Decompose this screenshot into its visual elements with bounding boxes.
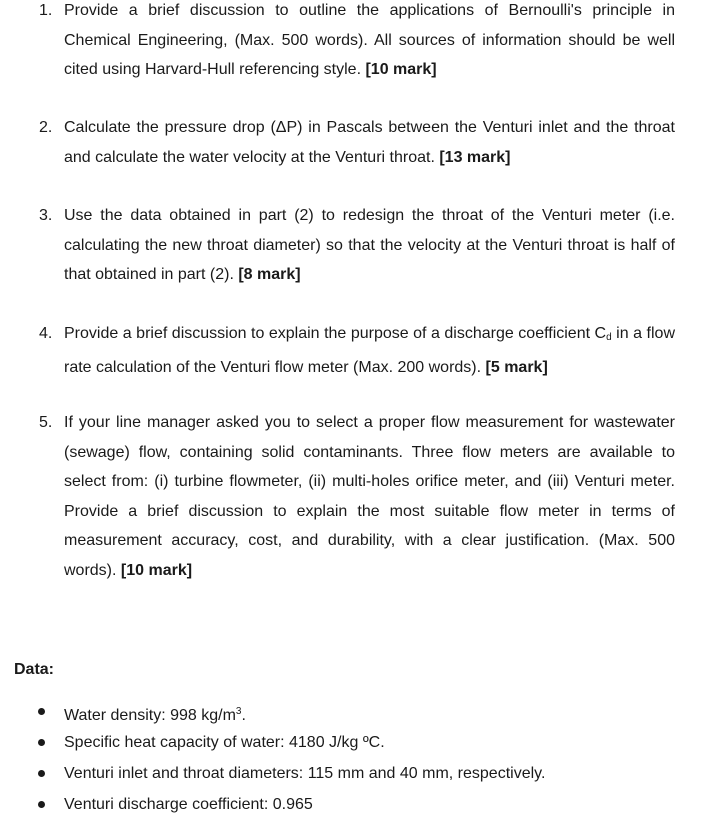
bullet-icon (38, 801, 45, 808)
question-mark: [5 mark] (485, 358, 548, 376)
question-mark: [13 mark] (439, 148, 511, 166)
subscript: d (606, 332, 612, 343)
question-5 (30, 408, 675, 585)
question-4 (30, 319, 675, 382)
question-number: 1. (39, 2, 53, 19)
question-text (64, 201, 675, 290)
bullet-icon (38, 739, 45, 746)
data-item-text: Venturi discharge coefficient: 0.965 (64, 796, 313, 813)
question-number: 2. (39, 119, 53, 136)
superscript: 3 (235, 706, 242, 717)
question-mark: [8 mark] (238, 266, 301, 283)
question-text (64, 113, 675, 172)
data-list (30, 700, 545, 824)
question-text (64, 408, 675, 585)
bullet-icon (38, 770, 45, 777)
data-item-diameters (30, 762, 545, 793)
question-number: 3. (39, 207, 53, 224)
question-body-start: Provide a brief discussion to explain the purpose of a discharge coefficient C (64, 325, 607, 342)
data-item-suffix: . (241, 707, 246, 724)
question-body-end: in a flow rate calculation of the Venturi flow meter (Max. 200 words). (64, 325, 675, 376)
question-1 (30, 0, 675, 85)
question-2 (30, 113, 675, 172)
data-item-heat-capacity (30, 731, 545, 762)
data-item-text: Specific heat capacity of water: 4180 J/kg ºC. (64, 734, 385, 751)
data-item-density (30, 700, 545, 731)
data-item-text: Venturi inlet and throat diameters: 115 mm and 40 mm, respectively. (64, 765, 546, 782)
question-number: 5. (39, 414, 53, 431)
question-3 (30, 201, 675, 290)
question-body: Provide a brief discussion to outline the applications of Bernoulli's principle in Chemical Engineering, (Max. 500 words). All sources of information should be well cited using Harvard-Hull referencing style. (64, 2, 675, 78)
question-mark: [10 mark] (365, 61, 437, 78)
question-text (64, 0, 675, 85)
data-heading: Data: (14, 661, 55, 678)
question-number: 4. (39, 325, 53, 342)
question-text (64, 319, 675, 382)
data-item-text: Water density: 998 kg/m (64, 707, 236, 724)
data-item-discharge-coefficient (30, 793, 545, 824)
question-mark: [10 mark] (120, 561, 193, 579)
question-body: If your line manager asked you to select a proper flow measurement for wastewater (sewage) flow, containing solid contaminants. Three flow meters are available to select from: (i) turbine flowmeter, (ii) multi-holes orifice meter, and (iii) Venturi meter. Provide a brief discussion to explain the most suitable flow meter in terms of measurement accuracy, cost, and durability, with a clear justification. (Max. 500 words). (64, 414, 675, 579)
question-body: Calculate the pressure drop (ΔP) in Pascals between the Venturi inlet and the throat and calculate the water velocity at the Venturi throat. (64, 119, 675, 166)
bullet-icon (38, 708, 45, 715)
question-body: Use the data obtained in part (2) to redesign the throat of the Venturi meter (i.e. calculating the new throat diameter) so that the velocity at the Venturi throat is half of that obtained in part (2). (64, 207, 675, 283)
